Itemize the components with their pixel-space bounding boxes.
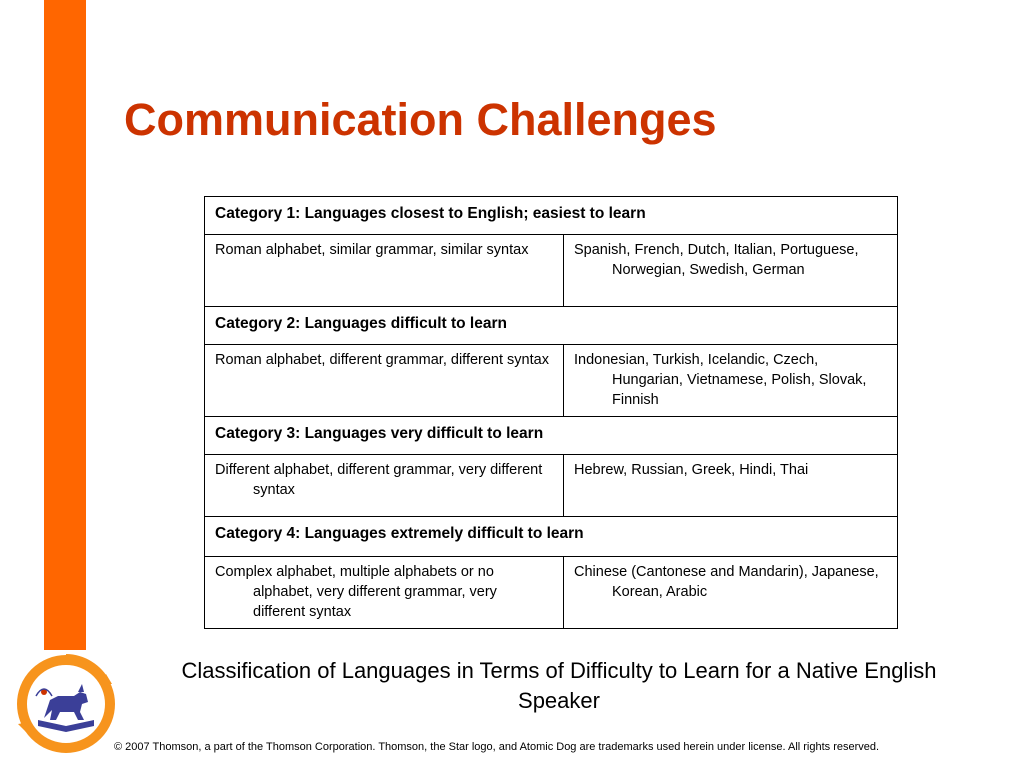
category-4-header: Category 4: Languages extremely difficult to learn <box>205 517 898 557</box>
category-header-row <box>205 517 898 557</box>
copyright-notice: © 2007 Thomson, a part of the Thomson Corporation. Thomson, the Star logo, and Atomic Dog are trademarks used herein under license. All rights reserved. <box>114 741 880 753</box>
slide-title: Communication Challenges <box>124 94 717 145</box>
category-detail-row <box>205 557 898 629</box>
category-4-languages-text: Chinese (Cantonese and Mandarin), Japanese, Korean, Arabic <box>574 564 879 600</box>
category-header-row <box>205 307 898 345</box>
category-3-header: Category 3: Languages very difficult to learn <box>205 417 898 455</box>
category-header-row <box>205 417 898 455</box>
category-1-description-text: Roman alphabet, similar grammar, similar syntax <box>215 242 529 258</box>
category-detail-row <box>205 345 898 417</box>
category-3-description <box>205 455 564 517</box>
category-1-languages <box>564 235 898 307</box>
category-3-description-text: Different alphabet, different grammar, very different syntax <box>215 462 543 498</box>
category-3-languages <box>564 455 898 517</box>
category-1-header: Category 1: Languages closest to English; easiest to learn <box>205 197 898 235</box>
orange-side-bar <box>44 0 86 650</box>
atomic-dog-logo-icon <box>14 652 118 756</box>
category-2-header: Category 2: Languages difficult to learn <box>205 307 898 345</box>
category-4-languages <box>564 557 898 629</box>
category-4-description-text: Complex alphabet, multiple alphabets or no alphabet, very different grammar, very different syntax <box>215 564 497 620</box>
category-2-description <box>205 345 564 417</box>
category-header-row <box>205 197 898 235</box>
category-1-languages-text: Spanish, French, Dutch, Italian, Portuguese, Norwegian, Swedish, German <box>574 242 859 278</box>
table-caption: Classification of Languages in Terms of Difficulty to Learn for a Native English Speaker <box>181 658 937 713</box>
category-detail-row <box>205 235 898 307</box>
category-detail-row <box>205 455 898 517</box>
category-2-languages-text: Indonesian, Turkish, Icelandic, Czech, Hungarian, Vietnamese, Polish, Slovak, Finnish <box>574 352 867 408</box>
category-2-description-text: Roman alphabet, different grammar, different syntax <box>215 352 549 368</box>
category-3-languages-text: Hebrew, Russian, Greek, Hindi, Thai <box>574 462 809 478</box>
category-4-description <box>205 557 564 629</box>
category-1-description <box>205 235 564 307</box>
category-2-languages <box>564 345 898 417</box>
language-difficulty-table <box>204 196 898 629</box>
